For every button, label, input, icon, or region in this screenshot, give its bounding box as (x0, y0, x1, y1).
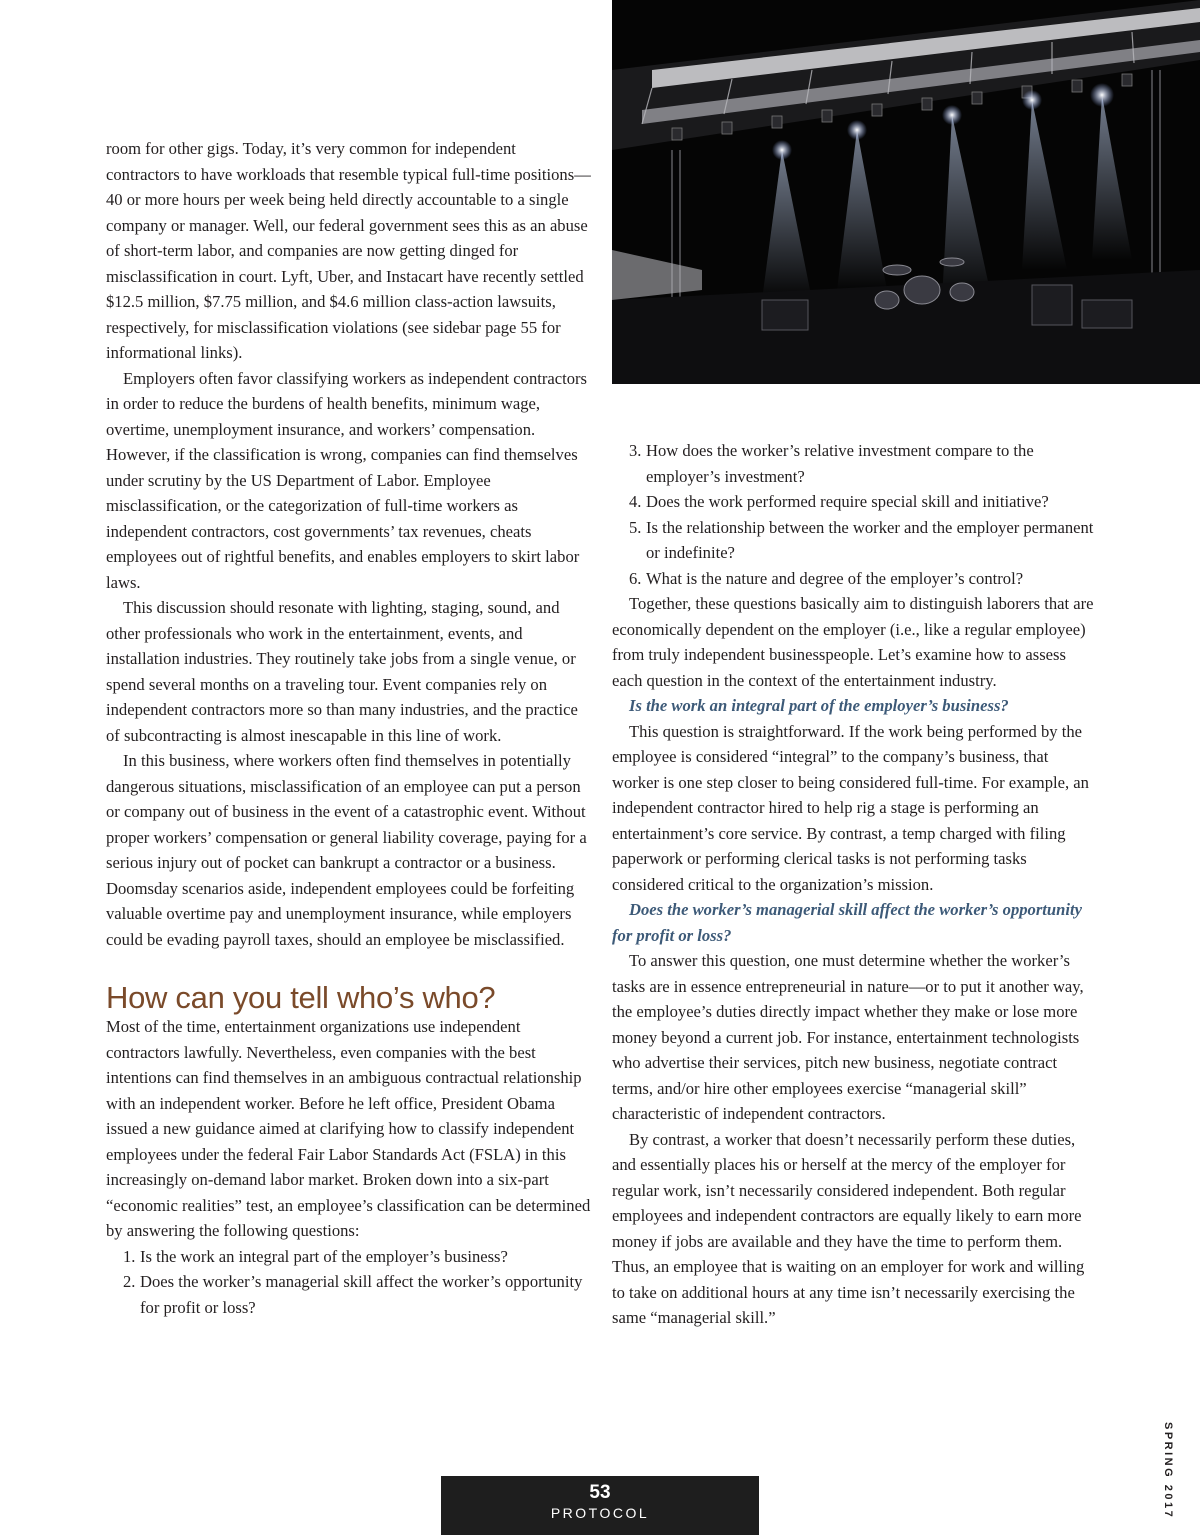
list-number: 4. (629, 492, 642, 511)
list-number: 6. (629, 568, 642, 588)
list-text: What is the nature and degree of the employer’s control? (646, 568, 1024, 588)
list-number: 3. (629, 441, 642, 460)
list-item (612, 566, 1098, 592)
paragraph: This discussion should resonate with lighting, staging, sound, and other professionals who work in the entertainment, events, and installation industries. They routinely take jobs from a single venue, or spend several months on a traveling tour. Event companies rely on independent contractors more so than many industries, and the practice of subcontracting is almost inescapable in this line of work. (106, 598, 578, 745)
subheading: Is the work an integral part of the employer’s business? (629, 696, 1009, 715)
page-number: 53 (589, 1482, 611, 1503)
questions-list (106, 1244, 592, 1321)
paragraph: By contrast, a worker that doesn’t necessarily perform these duties, and essentially places his or herself at the mercy of the employer for regular work, isn’t necessarily considered independent. Both regular employees and independent contractors are equally likely to earn more money if jobs are available and they have the time to perform them. Thus, an employee that is waiting on an employer for work and willing to take on additional hours at any time isn’t necessarily exercising the same “managerial skill.” (612, 1129, 1085, 1327)
paragraph: Together, these questions basically aim to distinguish laborers that are economically dependent on the employer (i.e., like a regular employee) from truly independent businesspeople. Let’s examine how to assess each question in the context of the entertainment industry. (612, 594, 1094, 690)
list-item (612, 438, 1098, 489)
paragraph: room for other gigs. Today, it’s very common for independent contractors to have workloads that resemble typical full-time positions—40 or more hours per week being held directly accountable to a single company or manager. Well, our federal government sees this as an abuse of short-term labor, and companies are now getting dinged for misclassification in court. Lyft, Uber, and Instacart have recently settled $12.5 million, $7.75 million, and $4.6 million class-action lawsuits, respectively, for misclassification violations (see sidebar page 55 for informational links). (106, 139, 591, 362)
list-number: 5. (629, 517, 642, 537)
list-item (106, 1244, 592, 1270)
paragraph: Most of the time, entertainment organizations use independent contractors lawfully. Nevertheless, even companies with the best intentions can find themselves in an ambiguous contractual relationship with an independent worker. Before he left office, President Obama issued a new guidance aimed at clarifying how to classify independent employees under the federal Fair Labor Standards Act (FSLA) in this increasingly on-demand labor market. Broken down into a six-part “economic realities” test, an employee’s classification can be determined by answering the following questions: (106, 1017, 591, 1240)
list-text: Is the work an integral part of the employer’s business? (140, 1246, 508, 1266)
page-footer (441, 1476, 759, 1535)
paragraph: In this business, where workers often find themselves in potentially dangerous situations, misclassification of an employee can put a person or company out of business in the event of a catastrophic event. Without proper workers’ compensation or general liability coverage, paying for a serious injury out of pocket can bankrupt a contractor or a business. Doomsday scenarios aside, independent employees could be forfeiting valuable overtime pay and unemployment insurance, while employers could be evading payroll taxes, should an employee be misclassified. (106, 751, 587, 949)
issue-label: SPRING 2017 (1162, 1422, 1174, 1520)
paragraph: This question is straightforward. If the work being performed by the employee is considered “integral” to the company’s business, that worker is one step closer to being considered full-time. For example, an independent contractor hired to help rig a stage is performing an entertainment’s core service. By contrast, a temp charged with filing paperwork or performing clerical tasks is not performing tasks considered critical to the organization’s mission. (612, 721, 1089, 894)
list-item (106, 1269, 592, 1320)
list-text: How does the worker’s relative investment compare to the employer’s investment? (646, 441, 1034, 486)
right-column (612, 438, 1098, 1331)
stage-illustration (612, 0, 1200, 384)
questions-list-continued (612, 438, 1098, 591)
list-text: Is the relationship between the worker and the employer permanent or indefinite? (646, 517, 1094, 562)
concert-stage-photo (612, 0, 1200, 384)
left-column (106, 136, 592, 1320)
paragraph: To answer this question, one must determine whether the worker’s tasks are in essence entrepreneurial in nature—or to put it another way, the employee’s duties directly impact whether they make or lose more money beyond a current job. For instance, entertainment technologists who advertise their services, pitch new business, negotiate contract terms, and/or hire other employees exercise “managerial skill” characteristic of independent contractors. (612, 951, 1084, 1123)
paragraph: Employers often favor classifying workers as independent contractors in order to reduce the burdens of health benefits, minimum wage, overtime, unemployment insurance, and workers’ compensation. However, if the classification is wrong, companies can find themselves under scrutiny by the US Department of Labor. Employee misclassification, or the categorization of full-time workers as independent contractors, cost governments’ tax revenues, cheats employees out of rightful benefits, and enables employers to skirt labor laws. (106, 368, 588, 592)
list-item (612, 489, 1098, 515)
subheading: Does the worker’s managerial skill affect the worker’s opportunity for profit or loss? (612, 900, 1082, 945)
list-text: Does the worker’s managerial skill affect the worker’s opportunity for profit or loss? (140, 1272, 583, 1317)
list-number: 2. (123, 1272, 136, 1291)
list-number: 1. (123, 1246, 136, 1266)
section-heading: How can you tell who’s who? (106, 980, 496, 1015)
list-item (612, 515, 1098, 566)
magazine-name: PROTOCOL (550, 1505, 650, 1521)
list-text: Does the work performed require special skill and initiative? (646, 492, 1049, 511)
